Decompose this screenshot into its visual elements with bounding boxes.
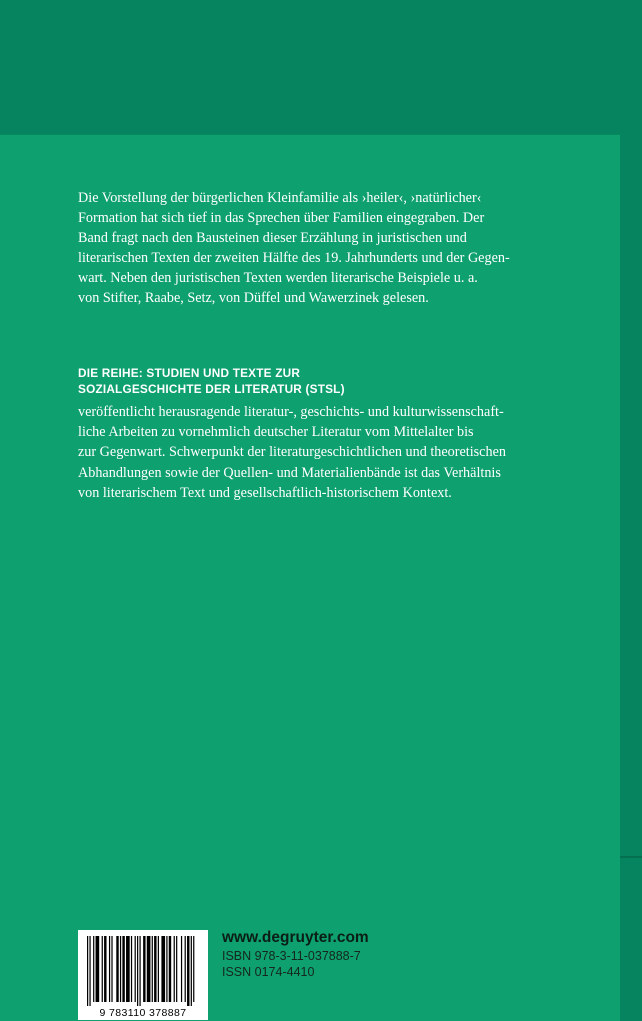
barcode-bar xyxy=(120,936,121,1002)
barcode-bar xyxy=(111,936,112,1002)
barcode-bar xyxy=(187,936,189,1006)
cover-top-band xyxy=(0,0,642,134)
book-blurb xyxy=(78,188,598,308)
isbn-number: ISBN 978-3-11-037888-7 xyxy=(222,949,361,963)
barcode-bar xyxy=(102,936,103,1002)
barcode-bar xyxy=(137,936,138,1006)
barcode-bar xyxy=(169,936,171,1002)
series-text-line: liche Arbeiten zu vornehmlich deutscher Literatur vom Mittelalter bis xyxy=(78,424,474,441)
barcode-digits: 9 783110 378887 xyxy=(99,1007,187,1019)
barcode-bar xyxy=(185,936,186,1002)
barcode-bars xyxy=(87,936,194,1006)
barcode-graphic xyxy=(78,930,208,1020)
barcode-bar xyxy=(166,936,167,1002)
blurb-line: von Stifter, Raabe, Setz, von Düffel und Wawerzinek gelesen. xyxy=(78,290,429,306)
barcode-bar xyxy=(135,936,136,1002)
series-heading xyxy=(78,365,345,397)
barcode-bar xyxy=(104,936,106,1002)
barcode-bar xyxy=(87,936,88,1006)
publisher-info xyxy=(222,928,369,980)
barcode-bar xyxy=(122,936,124,1002)
barcode-bar xyxy=(96,936,100,1002)
barcode-bar xyxy=(116,936,118,1002)
barcode-bar xyxy=(174,936,175,1002)
barcode-bar xyxy=(152,936,153,1002)
blurb-line: wart. Neben den juristischen Texten werden literarische Beispiele u. a. xyxy=(78,270,478,286)
barcode-bar xyxy=(109,936,110,1002)
series-text-line: veröffentlicht herausragende literatur-, geschichts- und kulturwissenschaft- xyxy=(78,404,504,420)
series-heading-line: SOZIALGESCHICHTE DER LITERATUR (STSL) xyxy=(78,382,345,396)
isbn-barcode xyxy=(78,930,208,1020)
blurb-line: Die Vorstellung der bürgerlichen Kleinfamilie als ›heiler‹, ›natürlicher‹ xyxy=(78,190,482,206)
series-text-line: von literarischem Text und gesellschaftlich-historischem Kontext. xyxy=(78,484,452,501)
barcode-bar xyxy=(93,936,94,1002)
barcode-bar xyxy=(126,936,130,1002)
barcode-bar xyxy=(147,936,151,1002)
cover-right-band xyxy=(620,134,642,1020)
blurb-line: Formation hat sich tief in das Sprechen über Familien eingegraben. Der xyxy=(78,210,485,226)
cover-edge-mark xyxy=(620,856,642,858)
blurb-line: Band fragt nach den Bausteinen dieser Erzählung in juristischen und xyxy=(78,230,467,246)
issn-number: ISSN 0174-4410 xyxy=(222,965,315,979)
barcode-bar xyxy=(181,936,182,1002)
barcode-bar xyxy=(191,936,192,1006)
publisher-url[interactable]: www.degruyter.com xyxy=(222,929,369,946)
barcode-bar xyxy=(193,936,194,1002)
barcode-bar xyxy=(143,936,145,1002)
barcode-bar xyxy=(139,936,140,1006)
barcode-bar xyxy=(89,936,90,1006)
barcode-bar xyxy=(154,936,156,1002)
barcode-bar xyxy=(176,936,177,1002)
blurb-line: literarischen Texten der zweiten Hälfte des 19. Jahrhunderts und der Gegen- xyxy=(78,250,510,266)
barcode-bar xyxy=(131,936,132,1002)
series-description xyxy=(78,402,598,503)
barcode-bar xyxy=(158,936,159,1002)
series-heading-line: DIE REIHE: STUDIEN UND TEXTE ZUR xyxy=(78,366,301,380)
barcode-bar xyxy=(161,936,165,1002)
series-text-line: zur Gegenwart. Schwerpunkt der literaturgeschichtlichen und theoretischen xyxy=(78,444,506,461)
series-text-line: Abhandlungen sowie der Quellen- und Materialienbände ist das Verhältnis xyxy=(78,464,501,481)
